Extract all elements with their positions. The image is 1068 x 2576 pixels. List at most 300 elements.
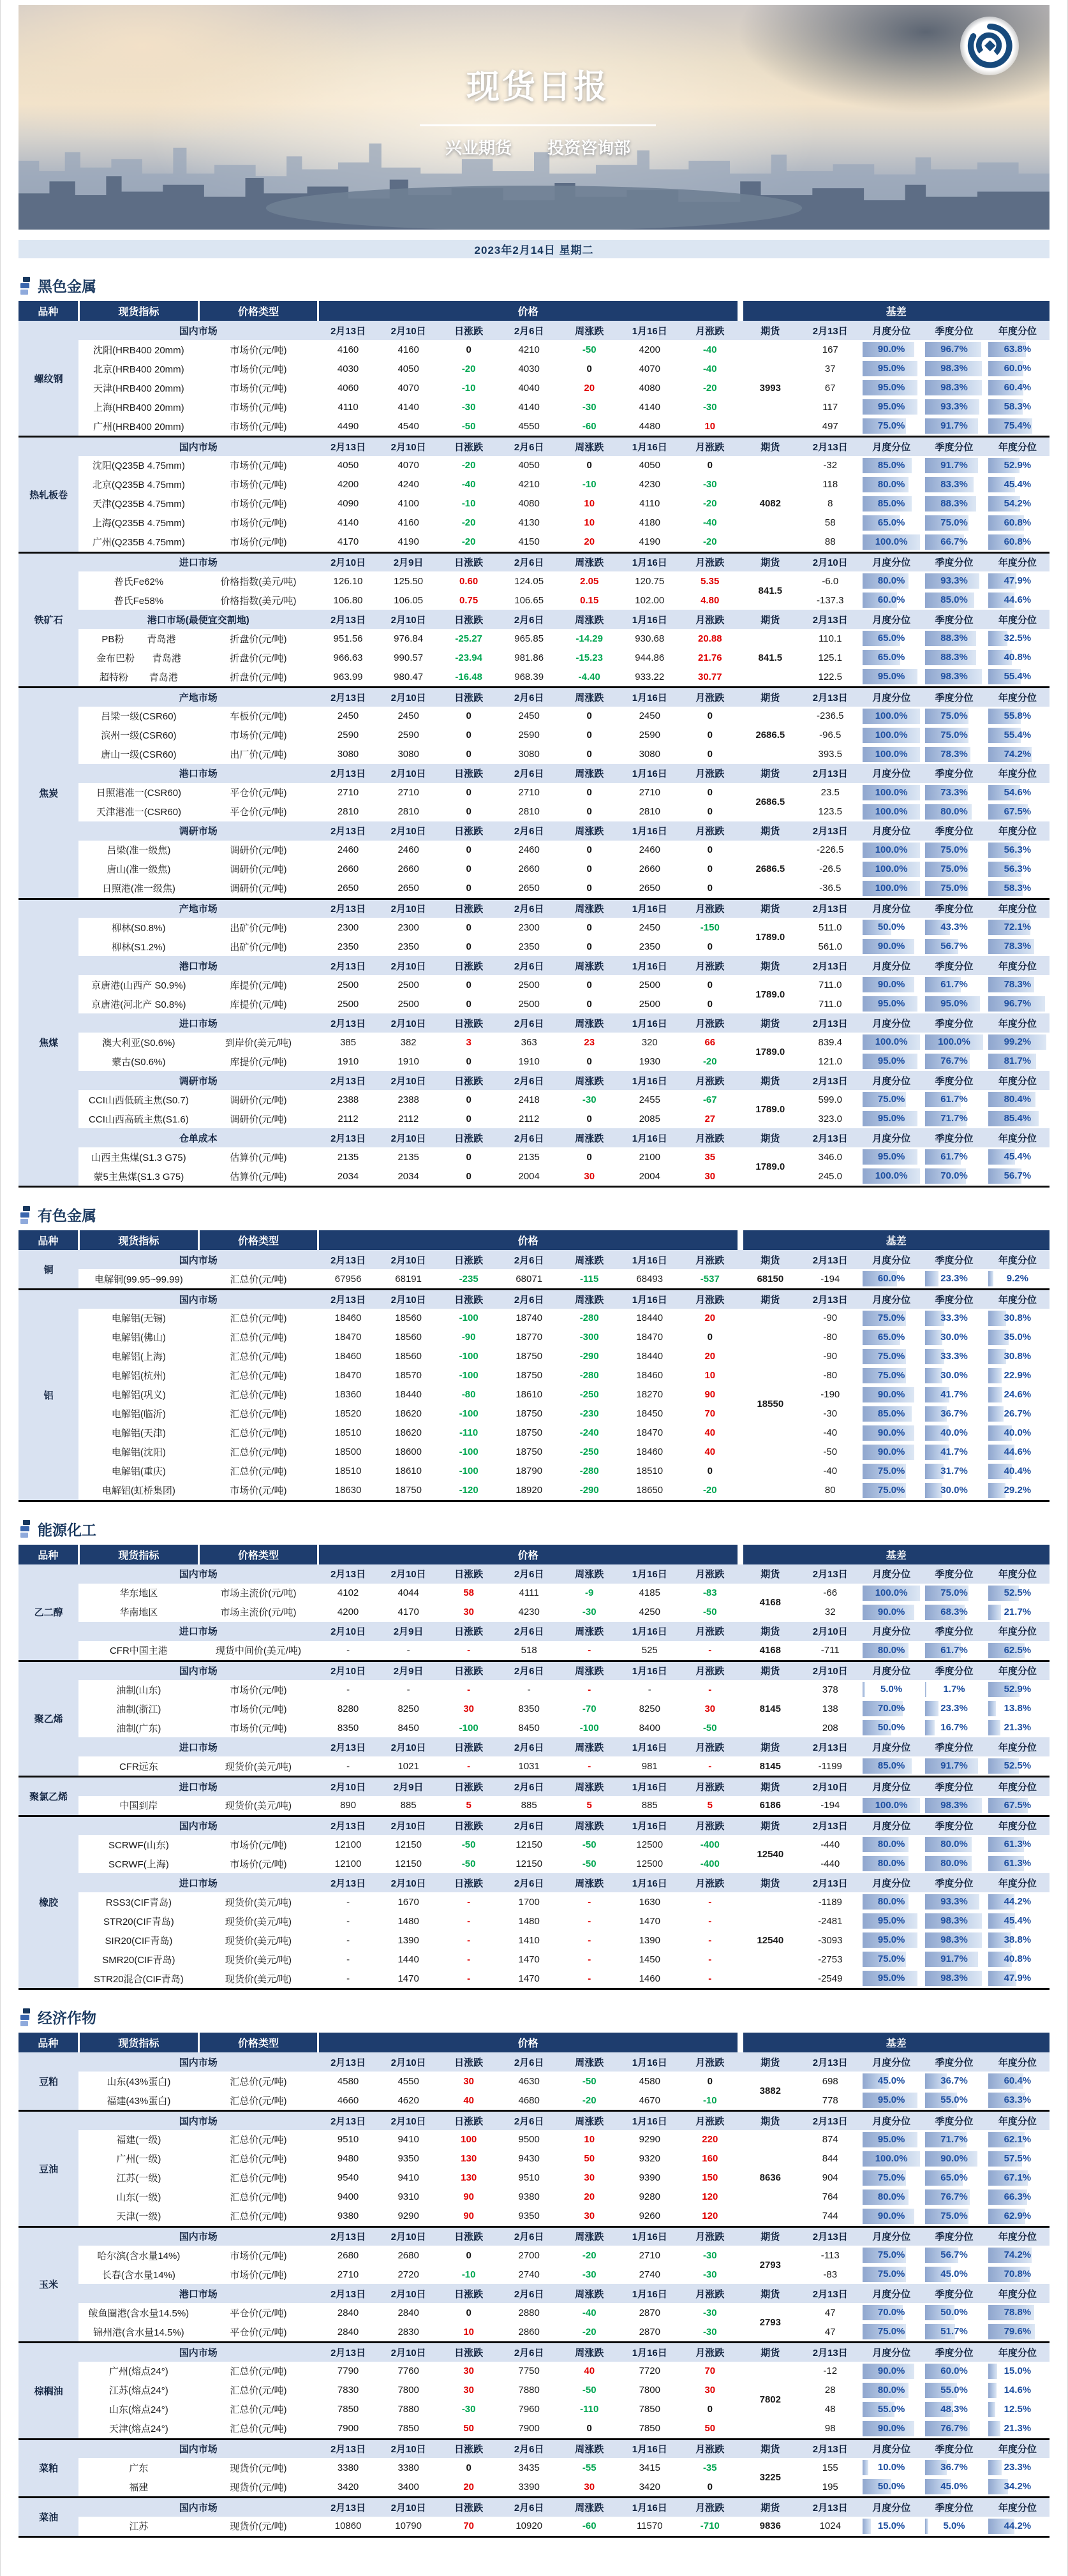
variety-cell: 焦煤: [19, 899, 78, 1187]
variety-cell: 玉米: [19, 2226, 78, 2343]
indicator-cell: 上海(HRB400 20mm): [78, 397, 198, 416]
percentile-value: 78.3%: [1004, 979, 1032, 990]
basis-cell: 118: [801, 475, 860, 494]
date-column-header: 月度分位: [860, 1128, 923, 1147]
price-type-cell: 汇总价(元/吨): [199, 2207, 318, 2227]
monthly-percentile-cell: [860, 571, 923, 591]
table-row: [19, 494, 1049, 513]
percentile-value: 80.0%: [877, 2384, 905, 2396]
basis-cell: 208: [801, 1718, 860, 1737]
price-cell: 7800: [619, 2381, 680, 2400]
price-type-cell: 汇总价(元/吨): [199, 1385, 318, 1404]
change-cell: 0: [438, 1052, 499, 1071]
indicator-cell: 电解铝(重庆): [78, 1462, 198, 1481]
column-header-price: 价格: [318, 2033, 740, 2052]
price-cell: 9430: [499, 2149, 560, 2168]
price-cell: 2590: [318, 726, 378, 745]
price-type-cell: 平仓价(元/吨): [199, 2322, 318, 2343]
price-cell: 4200: [318, 475, 378, 494]
data-table: [19, 1545, 1049, 1991]
percentile-value: 91.7%: [940, 420, 968, 431]
date-column-header: 期货: [740, 899, 801, 918]
price-cell: 9260: [619, 2207, 680, 2227]
date-column-header: 日涨跌: [438, 1564, 499, 1584]
change-cell: 0: [559, 359, 619, 378]
price-cell: 2710: [619, 783, 680, 802]
yearly-percentile-cell: [986, 1969, 1049, 1989]
quarterly-percentile-cell: [923, 1424, 985, 1443]
yearly-percentile-cell: [986, 2400, 1049, 2419]
change-cell: -16.48: [438, 667, 499, 688]
quarterly-percentile-cell: [923, 1892, 985, 1911]
date-column-header: 2月13日: [801, 610, 860, 629]
price-cell: 4550: [499, 416, 560, 437]
date-column-header: 2月10日: [378, 2052, 439, 2072]
percentile-value: 90.0%: [940, 2153, 968, 2164]
futures-price-cell: 2686.5: [740, 841, 801, 899]
date-column-header: 日涨跌: [438, 2284, 499, 2303]
date-column-header: 2月10日: [378, 2498, 439, 2517]
percentile-value: 75.0%: [940, 1587, 968, 1598]
date-column-header: 月涨跌: [680, 956, 741, 975]
date-column-header: 周涨跌: [559, 437, 619, 456]
percentile-value: 100.0%: [875, 729, 908, 740]
variety-group-螺纹钢: [19, 321, 1049, 437]
indicator-cell: 滨州一级(CSR60): [78, 726, 198, 745]
date-column-header: 季度分位: [923, 764, 985, 783]
percentile-value: 88.3%: [940, 633, 968, 644]
table-row: [19, 1404, 1049, 1424]
yearly-percentile-cell: [986, 1796, 1049, 1816]
percentile-value: 95.0%: [877, 2094, 905, 2105]
percentile-value: 60.4%: [1004, 382, 1032, 393]
date-column-header: 年度分位: [986, 1816, 1049, 1835]
variety-group-铁矿石: [19, 552, 1049, 688]
price-cell: 890: [318, 1796, 378, 1816]
percentile-value: 70.8%: [1004, 2269, 1032, 2279]
market-label: 调研市场: [78, 821, 318, 841]
market-label: 国内市场: [78, 2439, 318, 2458]
price-type-cell: 调研价(元/吨): [199, 860, 318, 879]
percentile-value: 96.7%: [1004, 998, 1032, 1009]
price-type-cell: 现货价(美元/吨): [199, 1931, 318, 1950]
yearly-percentile-cell: [986, 378, 1049, 397]
percentile-value: 45.4%: [1004, 478, 1032, 490]
market-subheader: [19, 2343, 1049, 2362]
percentile-value: 75.0%: [877, 2172, 905, 2183]
price-cell: 2590: [619, 726, 680, 745]
quarterly-percentile-cell: [923, 2149, 985, 2168]
price-cell: 2840: [318, 2303, 378, 2322]
date-column-header: 2月13日: [318, 2111, 378, 2130]
change-cell: 0: [559, 745, 619, 764]
date-column-header: 2月6日: [499, 764, 560, 783]
yearly-percentile-cell: [986, 1584, 1049, 1603]
date-column-header: 日涨跌: [438, 2111, 499, 2130]
price-type-cell: 市场价(元/吨): [199, 475, 318, 494]
change-cell: 20: [438, 2477, 499, 2498]
price-cell: 4210: [499, 340, 560, 359]
change-cell: 0: [559, 994, 619, 1013]
table-row: [19, 1718, 1049, 1737]
basis-cell: 778: [801, 2091, 860, 2111]
indicator-cell: 蒙古(S0.6%): [78, 1052, 198, 1071]
date-column-header: 年度分位: [986, 2343, 1049, 2362]
basis-cell: -26.5: [801, 860, 860, 879]
percentile-value: 91.7%: [940, 1954, 968, 1964]
date-column-header: 日涨跌: [438, 1128, 499, 1147]
date-column-header: 1月16日: [619, 899, 680, 918]
date-column-header: 季度分位: [923, 437, 985, 456]
table-row: [19, 571, 1049, 591]
date-column-header: 2月6日: [499, 2111, 560, 2130]
change-cell: -100: [438, 1462, 499, 1481]
percentile-value: 14.6%: [1004, 2384, 1032, 2396]
percentile-value: 50.0%: [877, 922, 905, 932]
yearly-percentile-cell: [986, 2072, 1049, 2091]
monthly-percentile-cell: [860, 707, 923, 726]
table-row: [19, 1269, 1049, 1290]
variety-cell: 铝: [19, 1290, 78, 1501]
variety-cell: 铁矿石: [19, 552, 78, 688]
variety-group-焦炭: [19, 688, 1049, 899]
percentile-value: 55.0%: [877, 2403, 905, 2415]
price-cell: 9290: [619, 2130, 680, 2149]
change-cell: -50: [438, 1854, 499, 1873]
price-cell: 4150: [499, 533, 560, 553]
date-column-header: 1月16日: [619, 321, 680, 340]
table-row: [19, 1347, 1049, 1366]
percentile-value: 30.0%: [940, 1484, 968, 1496]
date-column-header: 周涨跌: [559, 2052, 619, 2072]
date-column-header: 日涨跌: [438, 1250, 499, 1269]
change-cell: -: [559, 1969, 619, 1989]
price-cell: 2034: [378, 1167, 439, 1187]
price-cell: 68071: [499, 1269, 560, 1290]
date-column-header: 日涨跌: [438, 1661, 499, 1680]
price-type-cell: 汇总价(元/吨): [199, 2091, 318, 2111]
date-column-header: 周涨跌: [559, 1816, 619, 1835]
price-cell: 8450: [378, 1718, 439, 1737]
table-row: [19, 2130, 1049, 2149]
percentile-value: 95.0%: [877, 382, 905, 393]
date-column-header: 1月16日: [619, 1564, 680, 1584]
quarterly-percentile-cell: [923, 1462, 985, 1481]
indicator-cell: SCRWF(上海): [78, 1854, 198, 1873]
percentile-value: 30.8%: [1004, 1350, 1032, 1362]
change-cell: 30: [559, 2168, 619, 2188]
yearly-percentile-cell: [986, 2091, 1049, 2111]
date-column-header: 期货: [740, 764, 801, 783]
indicator-cell: 电解铝(上海): [78, 1347, 198, 1366]
indicator-cell: STR20(CIF青岛): [78, 1911, 198, 1931]
monthly-percentile-cell: [860, 1147, 923, 1167]
price-cell: 3080: [499, 745, 560, 764]
percentile-value: 60.0%: [877, 594, 905, 605]
monthly-percentile-cell: [860, 513, 923, 533]
basis-cell: -80: [801, 1328, 860, 1347]
date-column-header: 季度分位: [923, 321, 985, 340]
percentile-value: 60.0%: [940, 2365, 968, 2376]
price-cell: 8350: [318, 1718, 378, 1737]
indicator-cell: 山东(一级): [78, 2188, 198, 2207]
percentile-value: 75.0%: [877, 1094, 905, 1105]
quarterly-percentile-cell: [923, 1718, 985, 1737]
futures-price-cell: 18550: [740, 1309, 801, 1501]
price-cell: 12150: [378, 1835, 439, 1854]
date-column-header: 2月9日: [378, 552, 439, 571]
price-cell: 18750: [378, 1481, 439, 1501]
date-column-header: 月涨跌: [680, 1777, 741, 1796]
change-cell: -235: [438, 1269, 499, 1290]
price-type-cell: 市场价(元/吨): [199, 2246, 318, 2265]
percentile-value: 75.0%: [940, 517, 968, 528]
date-column-header: 周涨跌: [559, 1873, 619, 1892]
change-cell: -: [438, 1756, 499, 1777]
price-cell: 12100: [318, 1835, 378, 1854]
date-column-header: 2月6日: [499, 321, 560, 340]
price-cell: 2660: [499, 860, 560, 879]
futures-price-cell: 3993: [740, 340, 801, 437]
percentile-value: 98.3%: [940, 671, 968, 682]
percentile-value: 66.7%: [940, 536, 968, 547]
change-cell: -14.29: [559, 629, 619, 648]
table-row: [19, 745, 1049, 764]
indicator-cell: 电解铝(天津): [78, 1424, 198, 1443]
yearly-percentile-cell: [986, 1911, 1049, 1931]
price-type-cell: 汇总价(元/吨): [199, 1462, 318, 1481]
percentile-value: 81.7%: [1004, 1056, 1032, 1066]
price-cell: 2450: [378, 707, 439, 726]
percentile-value: 95.0%: [877, 1973, 905, 1984]
percentile-value: 90.0%: [877, 2210, 905, 2221]
price-cell: 4680: [499, 2091, 560, 2111]
date-bar: 2023年2月14日 星期二: [19, 240, 1049, 258]
indicator-cell: 电解铝(无锡): [78, 1309, 198, 1328]
date-column-header: 期货: [740, 552, 801, 571]
date-column-header: 2月13日: [318, 2226, 378, 2246]
change-cell: 0: [680, 860, 741, 879]
date-column-header: 月涨跌: [680, 2343, 741, 2362]
price-cell: 2112: [318, 1109, 378, 1128]
percentile-value: 100.0%: [938, 1036, 970, 1047]
variety-group-铜: [19, 1250, 1049, 1290]
date-column-header: 期货: [740, 956, 801, 975]
percentile-value: 75.0%: [940, 729, 968, 740]
price-cell: 2870: [619, 2303, 680, 2322]
date-column-header: 季度分位: [923, 1737, 985, 1756]
date-column-header: 日涨跌: [438, 2052, 499, 2072]
date-column-header: 月度分位: [860, 1816, 923, 1835]
monthly-percentile-cell: [860, 1090, 923, 1109]
date-column-header: 1月16日: [619, 1816, 680, 1835]
basis-cell: -80: [801, 1366, 860, 1385]
percentile-value: 44.2%: [1004, 2520, 1032, 2531]
price-cell: 2388: [378, 1090, 439, 1109]
percentile-value: 63.8%: [1004, 344, 1032, 355]
change-cell: 0: [438, 879, 499, 899]
change-cell: -40: [559, 2303, 619, 2322]
monthly-percentile-cell: [860, 1969, 923, 1989]
change-cell: 0: [438, 802, 499, 821]
date-column-header: 年度分位: [986, 610, 1049, 629]
price-cell: 124.05: [499, 571, 560, 591]
price-cell: 1390: [378, 1931, 439, 1950]
price-type-cell: 现货价(元/吨): [199, 2458, 318, 2477]
date-column-header: 1月16日: [619, 1128, 680, 1147]
date-column-header: 期货: [740, 1777, 801, 1796]
yearly-percentile-cell: [986, 1481, 1049, 1501]
percentile-value: 90.0%: [877, 2365, 905, 2376]
yearly-percentile-cell: [986, 2130, 1049, 2149]
price-cell: 126.10: [318, 571, 378, 591]
quarterly-percentile-cell: [923, 975, 985, 994]
percentile-value: 75.0%: [877, 2249, 905, 2260]
market-label: 仓单成本: [78, 1128, 318, 1147]
market-label: 国内市场: [78, 1816, 318, 1835]
price-cell: 18650: [619, 1481, 680, 1501]
date-column-header: 2月13日: [318, 1290, 378, 1309]
futures-price-cell: 841.5: [740, 571, 801, 610]
basis-cell: 67: [801, 378, 860, 397]
yearly-percentile-cell: [986, 494, 1049, 513]
date-column-header: 月度分位: [860, 2111, 923, 2130]
change-cell: -: [680, 1680, 741, 1699]
variety-cell: 橡胶: [19, 1816, 78, 1989]
percentile-value: 75.0%: [940, 863, 968, 874]
date-column-header: 2月13日: [318, 2052, 378, 2072]
price-cell: 18560: [378, 1347, 439, 1366]
date-column-header: 2月10日: [378, 610, 439, 629]
indicator-cell: 京唐港(山西产 S0.9%): [78, 975, 198, 994]
price-cell: 4630: [499, 2072, 560, 2091]
yearly-percentile-cell: [986, 340, 1049, 359]
date-column-header: 1月16日: [619, 1622, 680, 1641]
date-column-header: 2月13日: [801, 1128, 860, 1147]
indicator-cell: CFR中国主港: [78, 1641, 198, 1661]
percentile-value: 91.7%: [940, 1760, 968, 1771]
price-cell: 933.22: [619, 667, 680, 688]
variety-cell: 铜: [19, 1250, 78, 1290]
quarterly-percentile-cell: [923, 1443, 985, 1462]
date-column-header: 2月10日: [378, 1564, 439, 1584]
change-cell: 90: [438, 2188, 499, 2207]
table-row: [19, 1835, 1049, 1854]
percentile-value: 21.7%: [1004, 1606, 1032, 1617]
indicator-cell: 吕梁一级(CSR60): [78, 707, 198, 726]
change-cell: -25.27: [438, 629, 499, 648]
price-cell: 18630: [318, 1481, 378, 1501]
change-cell: -30: [680, 2265, 741, 2284]
percentile-value: 56.7%: [940, 941, 968, 952]
percentile-value: 67.5%: [1004, 1799, 1032, 1811]
section-header: [20, 2006, 1049, 2028]
table-row: [19, 1309, 1049, 1328]
quarterly-percentile-cell: [923, 994, 985, 1013]
yearly-percentile-cell: [986, 1090, 1049, 1109]
monthly-percentile-cell: [860, 2149, 923, 2168]
date-column-header: 日涨跌: [438, 1071, 499, 1090]
monthly-percentile-cell: [860, 359, 923, 378]
price-cell: 18440: [619, 1309, 680, 1328]
change-cell: -50: [559, 2072, 619, 2091]
percentile-value: 95.0%: [877, 401, 905, 412]
percentile-value: 75.0%: [877, 1954, 905, 1964]
change-cell: -55: [559, 2458, 619, 2477]
percentile-value: 65.0%: [877, 1331, 905, 1343]
quarterly-percentile-cell: [923, 2091, 985, 2111]
price-cell: 18750: [499, 1424, 560, 1443]
price-cell: -: [318, 1641, 378, 1661]
percentile-value: 61.7%: [940, 979, 968, 990]
percentile-value: 95.0%: [940, 998, 968, 1009]
quarterly-percentile-cell: [923, 1950, 985, 1969]
change-cell: -20: [680, 1481, 741, 1501]
change-cell: 0: [438, 1167, 499, 1187]
date-column-header: 周涨跌: [559, 552, 619, 571]
price-cell: 4060: [318, 378, 378, 397]
percentile-value: 60.0%: [877, 1273, 905, 1284]
change-cell: -80: [438, 1385, 499, 1404]
price-cell: 3380: [318, 2458, 378, 2477]
change-cell: -115: [559, 1269, 619, 1290]
percentile-value: 71.7%: [940, 2133, 968, 2145]
change-cell: -: [559, 1950, 619, 1969]
price-cell: 9480: [318, 2149, 378, 2168]
quarterly-percentile-cell: [923, 1603, 985, 1622]
futures-price-cell: 7802: [740, 2362, 801, 2440]
change-cell: -100: [438, 1443, 499, 1462]
quarterly-percentile-cell: [923, 533, 985, 553]
price-type-cell: 价格指数(美元/吨): [199, 571, 318, 591]
date-column-header: 2月6日: [499, 2226, 560, 2246]
quarterly-percentile-cell: [923, 1641, 985, 1661]
indicator-cell: 澳大利亚(S0.6%): [78, 1033, 198, 1052]
price-cell: 4050: [499, 456, 560, 475]
price-cell: 4070: [619, 359, 680, 378]
date-column-header: 年度分位: [986, 1622, 1049, 1641]
change-cell: 20: [680, 1309, 741, 1328]
yearly-percentile-cell: [986, 860, 1049, 879]
change-cell: -240: [559, 1424, 619, 1443]
table-row: [19, 1680, 1049, 1699]
market-subheader: [19, 899, 1049, 918]
quarterly-percentile-cell: [923, 937, 985, 956]
date-column-header: 2月13日: [318, 437, 378, 456]
price-type-cell: 市场价(元/吨): [199, 456, 318, 475]
price-cell: 4030: [318, 359, 378, 378]
date-column-header: 2月10日: [378, 1071, 439, 1090]
date-column-header: 2月13日: [318, 2284, 378, 2303]
quarterly-percentile-cell: [923, 667, 985, 688]
quarterly-percentile-cell: [923, 1269, 985, 1290]
yearly-percentile-cell: [986, 802, 1049, 821]
quarterly-percentile-cell: [923, 2458, 985, 2477]
change-cell: 0: [438, 2458, 499, 2477]
percentile-value: 68.3%: [940, 1606, 968, 1617]
market-label: 国内市场: [78, 437, 318, 456]
date-column-header: 周涨跌: [559, 1661, 619, 1680]
basis-cell: -440: [801, 1835, 860, 1854]
price-type-cell: 市场价(元/吨): [199, 1699, 318, 1718]
market-subheader: [19, 2498, 1049, 2517]
market-subheader: [19, 321, 1049, 340]
date-column-header: 月度分位: [860, 2343, 923, 2362]
date-column-header: 日涨跌: [438, 688, 499, 707]
date-column-header: 周涨跌: [559, 2226, 619, 2246]
price-cell: 7850: [619, 2400, 680, 2419]
change-cell: 0: [680, 1462, 741, 1481]
